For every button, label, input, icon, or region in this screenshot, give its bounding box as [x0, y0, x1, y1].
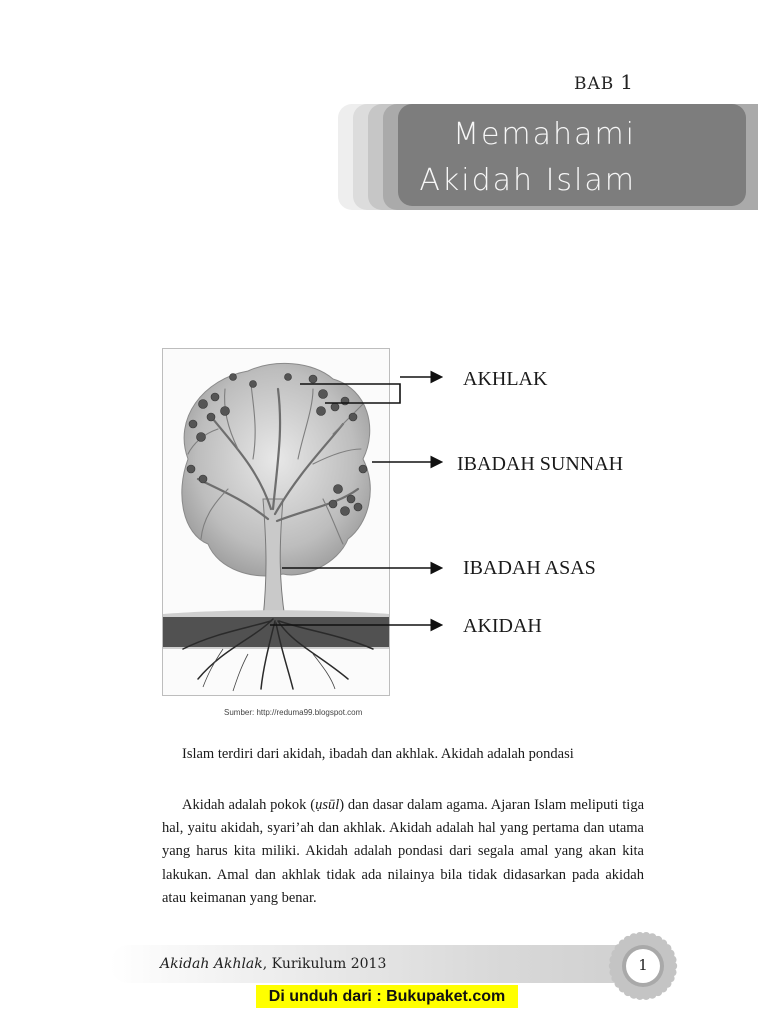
paragraph-part2: ) dan dasar dalam agama. Ajaran Islam meliputi tiga hal, yaitu akidah, syari’ah dan akhlak. Akidah adalah hal yang pertama dan utama yang harus kita miliki. Akidah adalah pondasi dari segala amal yang akan kita lakukan. Amal dan akhlak tidak ada nilainya bila tidak didasarkan pada akidah atau keimanan yang benar.: [162, 797, 645, 906]
chapter-number: 1: [620, 70, 634, 94]
label-akhlak: AKHLAK: [463, 368, 548, 390]
label-akidah: AKIDAH: [463, 615, 542, 637]
paragraph-term-usul: ụsūl: [315, 797, 340, 813]
body-paragraph: [162, 794, 644, 910]
chapter-title-line1: Memahami: [453, 117, 636, 152]
chapter-label-text: BAB: [574, 74, 615, 94]
footer-separator: ,: [262, 956, 272, 972]
download-source-banner: Di unduh dari : Bukupaket.com: [256, 985, 518, 1008]
page-number: 1: [638, 956, 648, 974]
footer-curriculum: Kurikulum 2013: [271, 956, 387, 972]
chapter-title-line2: Akidah Islam: [419, 163, 636, 198]
footer-book-name: Akidah Akhlak: [160, 956, 263, 972]
image-source: Sumber: http://reduma99.blogspot.com: [224, 708, 363, 717]
footer-book-title: [160, 956, 386, 972]
paragraph-part1: Akidah adalah pokok (: [182, 797, 316, 813]
label-ibadah-sunnah: IBADAH SUNNAH: [457, 453, 624, 475]
figure-caption: Islam terdiri dari akidah, ibadah dan akhlak. Akidah adalah pondasi: [182, 746, 574, 762]
label-ibadah-asas: IBADAH ASAS: [463, 557, 596, 579]
